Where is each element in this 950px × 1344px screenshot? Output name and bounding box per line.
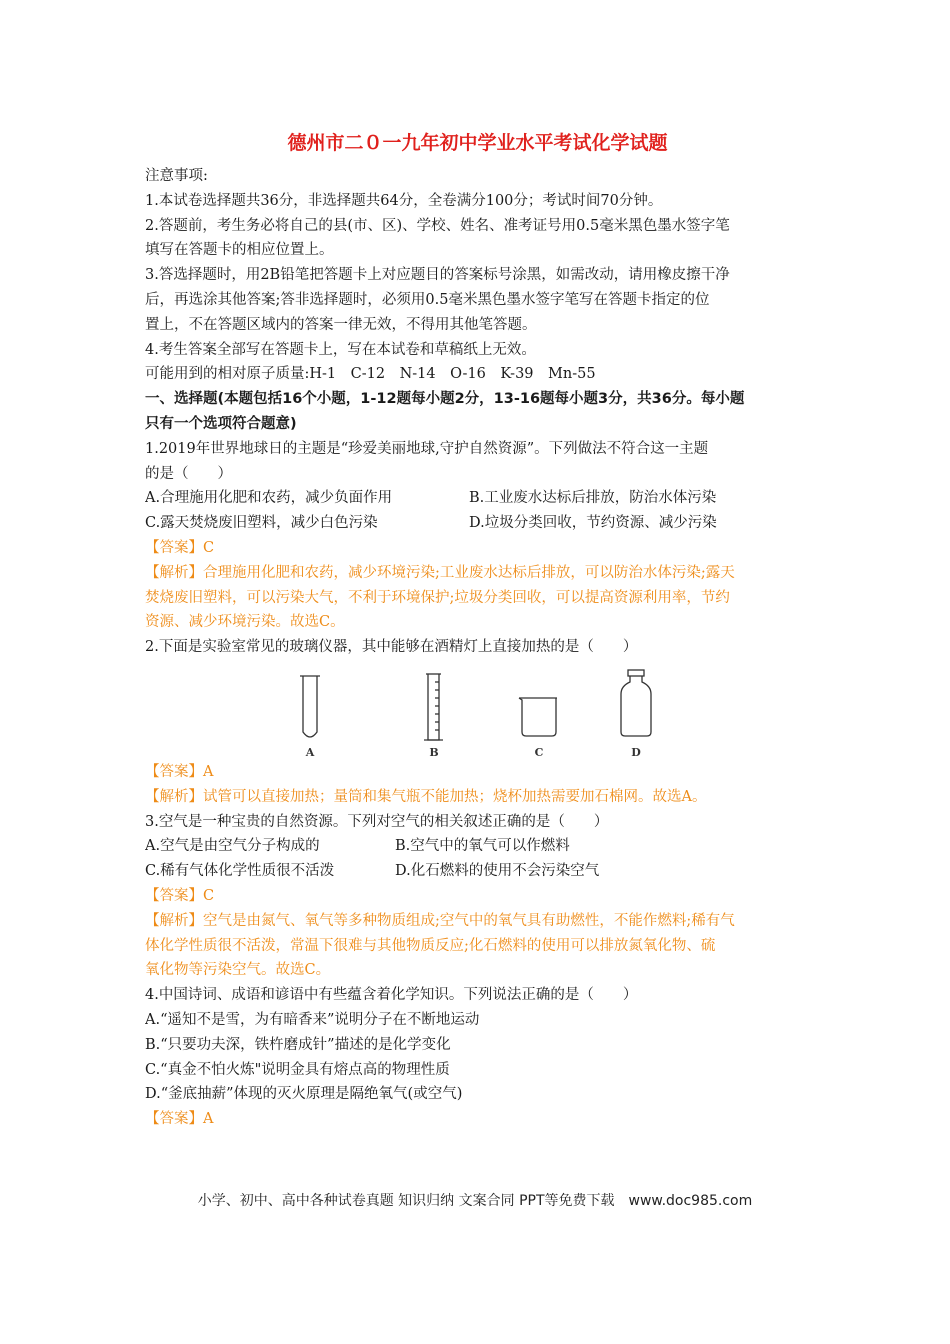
q3-options-row [145, 834, 810, 859]
q1-analysis [145, 561, 810, 586]
q4-stem: 4.中国诗词、成语和谚语中有些蕴含着化学知识。下列说法正确的是（ ） [145, 987, 638, 1004]
q1-stem: 的是（ ） [145, 465, 232, 482]
q3-analysis [145, 909, 810, 934]
q1-answer [145, 536, 810, 561]
q3-option-c: C.稀有气体化学性质很不活泼 [145, 863, 335, 880]
q3-answer [145, 884, 810, 909]
atomic-masses: 可能用到的相对原子质量:H-1 C-12 N-14 O-16 K-39 Mn-55 [145, 366, 596, 383]
glassware-svg [145, 660, 810, 760]
test-tube-icon [300, 676, 320, 737]
answer-value: C [203, 539, 215, 556]
page-footer: 小学、初中、高中各种试卷真题 知识归纳 文案合同 PPT等免费下载 www.doc985.com [197, 1193, 753, 1209]
analysis-tag: 【解析】 [145, 788, 203, 805]
q1-option-d: D.垃圾分类回收，节约资源、减少污染 [469, 515, 717, 532]
answer-value: A [203, 763, 214, 780]
q3-option-a: A.空气是由空气分子构成的 [145, 838, 320, 855]
notice-heading: 注意事项: [145, 168, 208, 184]
q3-option-b: B.空气中的氧气可以作燃料 [395, 838, 570, 855]
q3-stem: 3.空气是一种宝贵的自然资源。下列对空气的相关叙述正确的是（ ） [145, 813, 609, 830]
q2-analysis [145, 785, 810, 810]
q1-options-row [145, 486, 810, 511]
figure-label: C [534, 745, 544, 759]
section-heading: 一、选择题(本题包括16个小题，1-12题每小题2分，13-16题每小题3分，共36分。每小题 [145, 391, 745, 408]
beaker-icon [519, 698, 557, 736]
analysis-text: 合理施用化肥和农药，减少环境污染;工业废水达标后排放，可以防治水体污染;露天 [203, 564, 735, 581]
answer-tag: 【答案】 [145, 539, 203, 556]
q1-option-a: A.合理施用化肥和农药，减少负面作用 [145, 490, 393, 507]
analysis-text: 试管可以直接加热；量筒和集气瓶不能加热；烧杯加热需要加石棉网。故选A。 [203, 788, 707, 805]
q4-option-b: B.“只要功夫深，铁杵磨成针”描述的是化学变化 [145, 1036, 451, 1053]
section-heading: 只有一个选项符合题意) [145, 415, 297, 432]
figure-label: D [631, 745, 641, 759]
notice-item: 后，再选涂其他答案;答非选择题时，必须用0.5毫米黑色墨水签字笔写在答题卡指定的位 [145, 291, 710, 308]
answer-tag: 【答案】 [145, 887, 203, 904]
q1-option-c: C.露天焚烧废旧塑料，减少白色污染 [145, 515, 378, 532]
q1-analysis: 资源、减少环境污染。故选C。 [145, 614, 345, 631]
notice-item: 置上，不在答题区域内的答案一律无效，不得用其他笔答题。 [145, 316, 537, 333]
figure-label: B [429, 745, 439, 759]
q4-option-a: A.“遥知不是雪，为有暗香来”说明分子在不断地运动 [145, 1011, 480, 1028]
notice-item: 2.答题前，考生务必将自己的县(市、区)、学校、姓名、准考证号用0.5毫米黑色墨水签字笔 [145, 217, 730, 234]
notice-item: 3.答选择题时，用2B铅笔把答题卡上对应题目的答案标号涂黑，如需改动，请用橡皮擦干净 [145, 267, 730, 284]
answer-value: A [203, 1111, 214, 1128]
analysis-tag: 【解析】 [145, 564, 203, 581]
q3-option-d: D.化石燃料的使用不会污染空气 [395, 863, 600, 880]
q3-analysis: 体化学性质很不活泼，常温下很难与其他物质反应;化石燃料的使用可以排放氮氧化物、硫 [145, 937, 716, 954]
gas-bottle-icon [621, 670, 651, 736]
q4-option-d: D.“釜底抽薪”体现的灭火原理是隔绝氧气(或空气) [145, 1086, 463, 1103]
answer-value: C [203, 887, 215, 904]
glassware-figure [145, 660, 810, 760]
notice-item: 4.考生答案全部写在答题卡上，写在本试卷和草稿纸上无效。 [145, 341, 536, 358]
q4-option-c: C.“真金不怕火炼"说明金具有熔点高的物理性质 [145, 1061, 450, 1078]
q1-option-b: B.工业废水达标后排放，防治水体污染 [469, 490, 717, 507]
q3-analysis: 氧化物等污染空气。故选C。 [145, 962, 331, 979]
answer-tag: 【答案】 [145, 763, 203, 780]
q1-options-row [145, 511, 810, 536]
analysis-tag: 【解析】 [145, 912, 203, 929]
answer-tag: 【答案】 [145, 1111, 203, 1128]
analysis-text: 空气是由氮气、氧气等多种物质组成;空气中的氧气具有助燃性，不能作燃料;稀有气 [203, 912, 735, 929]
q2-answer [145, 760, 810, 785]
q4-answer [145, 1107, 810, 1132]
page-title: 德州市二０一九年初中学业水平考试化学试题 [287, 132, 668, 154]
q1-analysis: 焚烧废旧塑料，可以污染大气，不利于环境保护;垃圾分类回收，可以提高资源利用率，节约 [145, 589, 730, 606]
graduated-cylinder-icon [424, 674, 443, 740]
q1-stem: 1.2019年世界地球日的主题是“珍爱美丽地球,守护自然资源”。下列做法不符合这一主题 [145, 440, 709, 457]
q3-options-row [145, 859, 810, 884]
q2-stem: 2.下面是实验室常见的玻璃仪器，其中能够在酒精灯上直接加热的是（ ） [145, 639, 638, 656]
figure-label: A [305, 745, 315, 759]
notice-item: 填写在答题卡的相应位置上。 [145, 242, 334, 259]
exam-page [145, 128, 810, 1132]
notice-item: 1.本试卷选择题共36分，非选择题共64分，全卷满分100分；考试时间70分钟。 [145, 192, 663, 209]
